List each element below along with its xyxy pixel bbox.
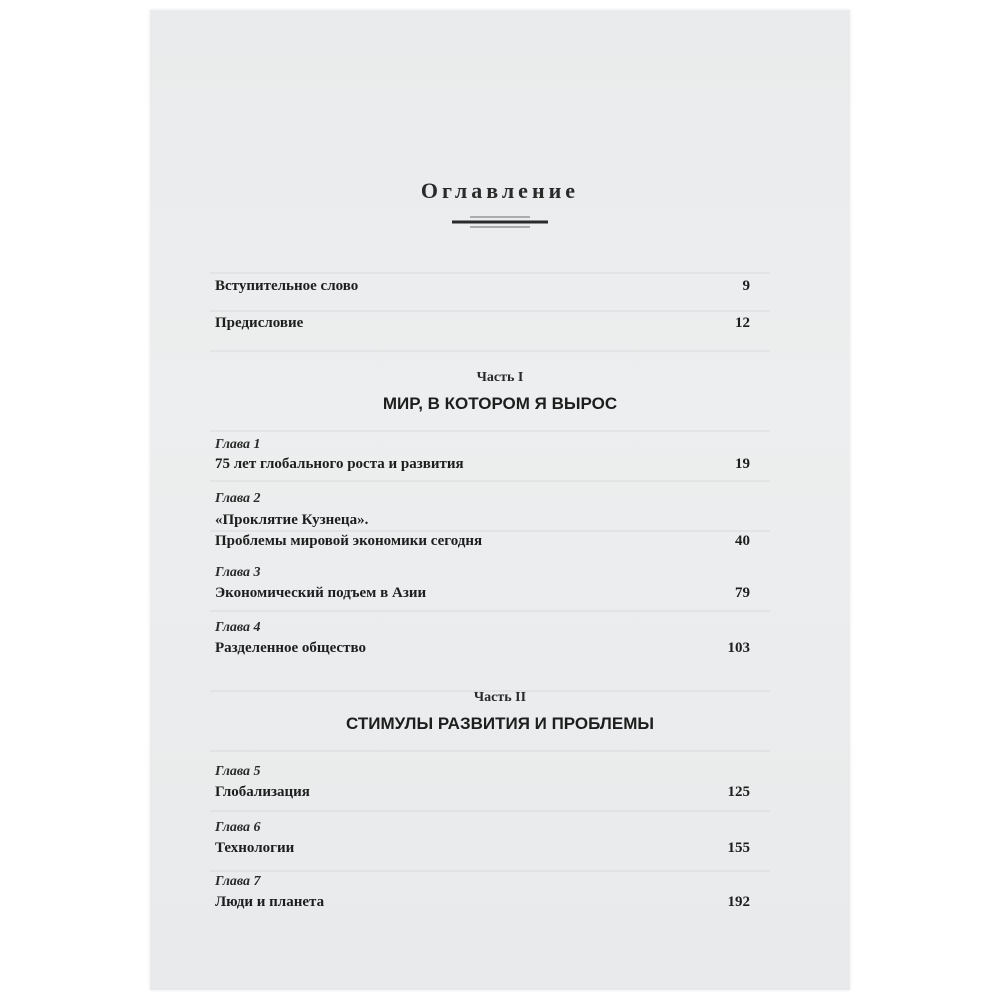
part-label: Часть I [476,370,524,385]
chapter-label: Глава 4 [215,620,261,635]
chapter-label: Глава 6 [215,820,261,835]
bleed-line [210,310,770,312]
bleed-line [210,810,770,812]
toc-entry-page: 103 [727,640,750,656]
toc-entry-title: Предисловие [215,315,304,331]
page-title: Оглавление [420,178,580,203]
bleed-line [210,750,770,752]
toc-entry-page: 19 [735,456,750,472]
part-title: МИР, В КОТОРОМ Я ВЫРОС [382,394,618,413]
bleed-line [210,350,770,352]
toc-entry-page: 40 [735,533,750,549]
toc-entry-title-line: «Проклятие Кузнеца». [215,512,369,528]
chapter-label: Глава 5 [215,764,261,779]
toc-entry-page: 192 [727,894,750,910]
toc-entry-title: Разделенное общество [215,640,366,656]
part-title: СТИМУЛЫ РАЗВИТИЯ И ПРОБЛЕМЫ [345,714,655,733]
ornament-divider-icon [450,215,550,229]
toc-entry-page: 155 [727,840,750,856]
toc-entry-title: Вступительное слово [215,278,359,294]
bleed-line [210,870,770,872]
part-label: Часть II [473,690,527,705]
bleed-line [210,480,770,482]
bleed-line [210,430,770,432]
toc-entry-title: Глобализация [215,784,310,800]
bleed-line [210,272,770,274]
bleed-line [210,610,770,612]
chapter-label: Глава 1 [215,437,261,452]
toc-entry-page: 79 [735,585,750,601]
toc-entry-page: 12 [735,315,750,331]
bleed-line [210,530,770,532]
toc-entry-page: 9 [742,278,750,294]
toc-entry-title: Технологии [215,840,295,856]
toc-entry-title: Экономический подъем в Азии [215,585,427,601]
chapter-label: Глава 7 [215,874,261,889]
chapter-label: Глава 2 [215,491,261,506]
toc-entry-title: Проблемы мировой экономики сегодня [215,533,483,549]
toc-entry-title: 75 лет глобального роста и развития [215,456,464,472]
chapter-label: Глава 3 [215,565,261,580]
book-page [150,10,850,990]
toc-entry-page: 125 [727,784,750,800]
toc-entry-title: Люди и планета [215,894,325,910]
